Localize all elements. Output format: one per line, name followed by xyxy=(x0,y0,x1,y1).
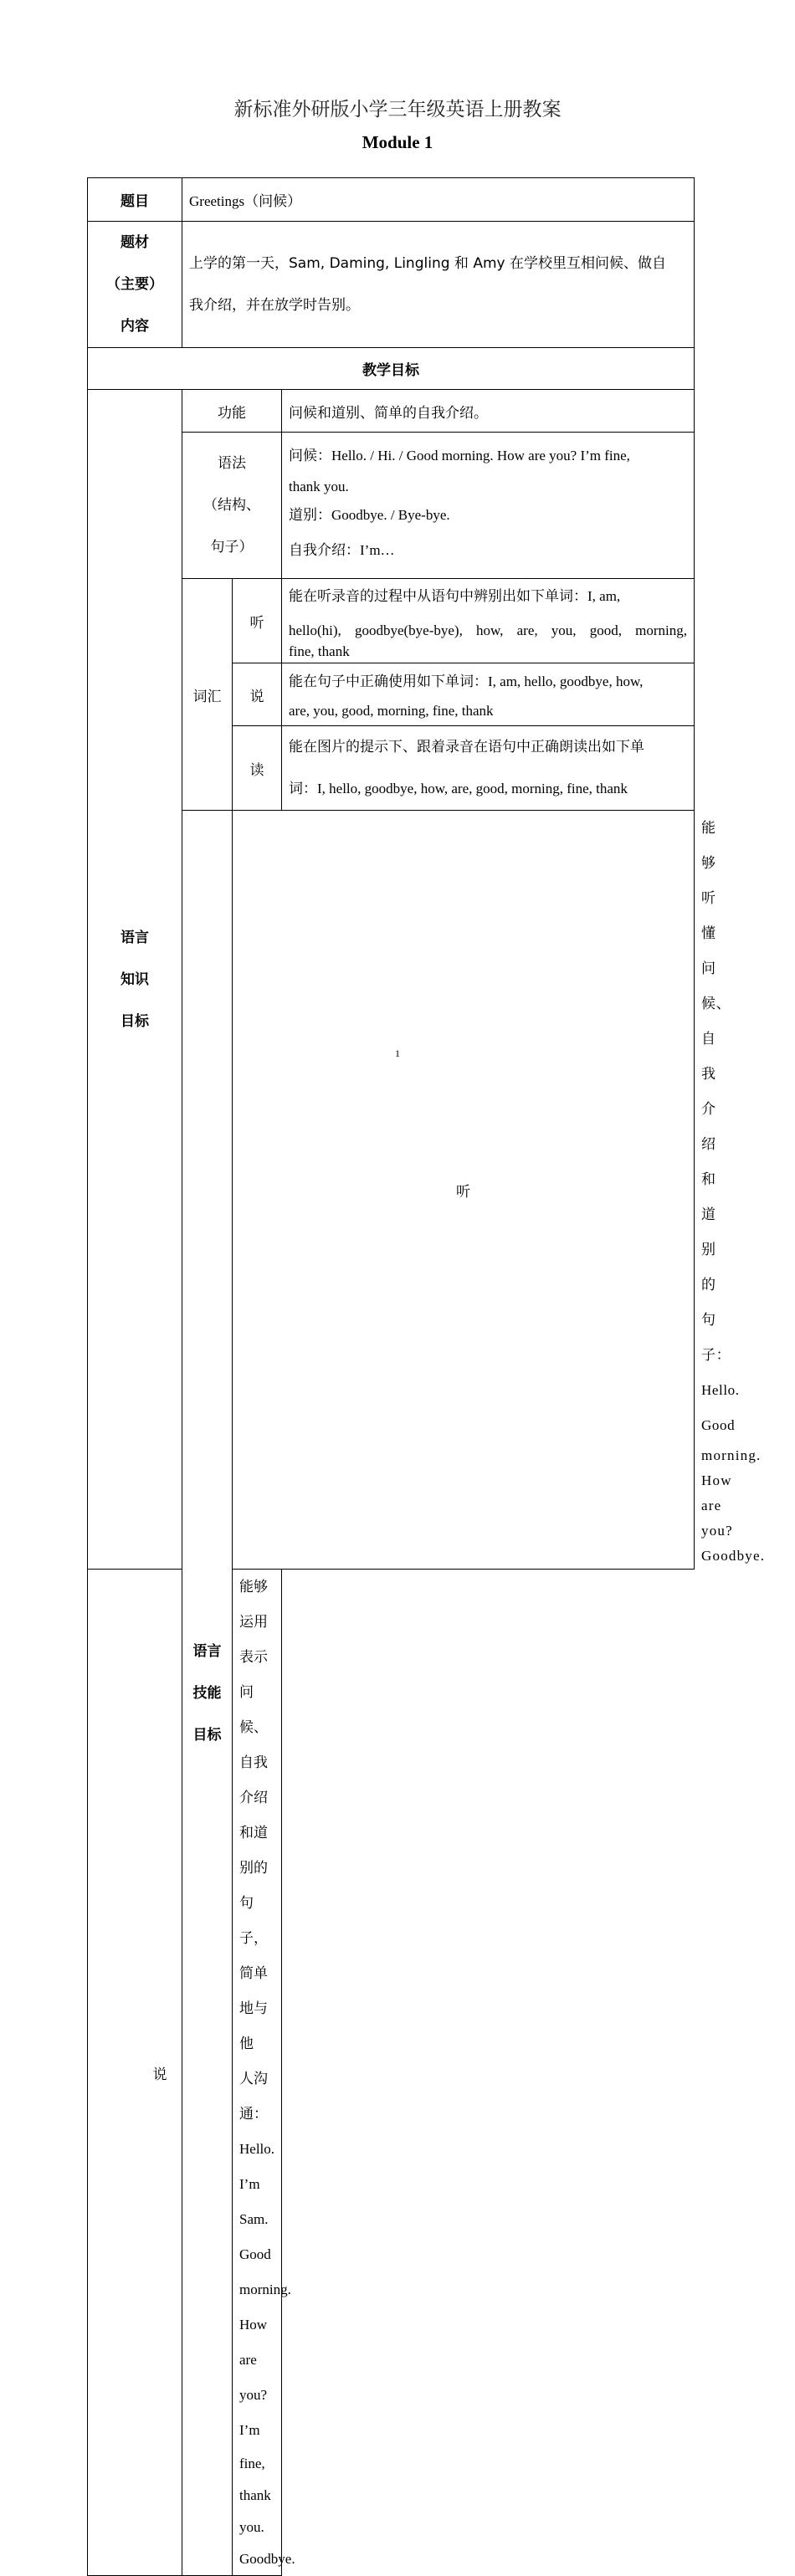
vocab-listen-label: 听 xyxy=(233,579,282,663)
skill-label-line: 目标 xyxy=(192,1726,222,1744)
speak-line: 能在句子中正确使用如下单词：I, am, hello, goodbye, how, xyxy=(289,673,644,689)
listen-line: fine, thank xyxy=(289,643,350,659)
module-subtitle: Module 1 xyxy=(362,132,433,152)
grammar-line: thank you. xyxy=(289,479,349,494)
function-value: 问候和道别、简单的自我介绍。 xyxy=(282,390,695,433)
skill-speak-label: 说 xyxy=(88,1570,233,2576)
content-label-line: 内容 xyxy=(121,318,149,335)
goals-header: 教学目标 xyxy=(88,348,695,390)
topic-label: 题目 xyxy=(88,178,182,222)
content-value xyxy=(182,222,695,348)
grammar-label xyxy=(182,433,282,579)
grammar-label-line: 句子） xyxy=(210,539,254,556)
vocab-listen-value xyxy=(282,579,695,663)
vocab-speak-label: 说 xyxy=(233,663,282,726)
listen-line: hello(hi), goodbye(bye-bye), how, are, you, good, morning, xyxy=(289,622,688,638)
goals-header-row xyxy=(88,348,695,390)
skill-listen-row: 语言 技能 目标 听 能够听懂问候、自我介绍和道别的句子：Hello. Good morning. How are you? Goodbye. xyxy=(88,811,695,1570)
lesson-plan-table xyxy=(87,177,766,2576)
content-value-line: 上学的第一天，Sam, Daming, Lingling 和 Amy 在学校里互相问候、做自 xyxy=(189,255,666,272)
content-value-line: 我介绍，并在放学时告别。 xyxy=(189,297,360,314)
lang-knowledge-line: 知识 xyxy=(121,970,149,988)
skill-speak-row xyxy=(88,1570,695,2576)
grammar-line: 问候：Hello. / Hi. / Good morning. How are you? I’m fine, xyxy=(289,448,630,463)
language-knowledge-label xyxy=(88,390,182,1570)
skill-speak-line: 人沟通：Hello. I’m Sam. Good morning. How are you? I’m xyxy=(239,2071,291,2438)
content-row xyxy=(88,222,695,348)
skill-speak-line: 能够运用表示问候、自我介绍和道别的句子，简单地与他 xyxy=(239,1579,268,2052)
vocab-read-value xyxy=(282,726,695,811)
vocab-speak-value xyxy=(282,663,695,726)
content-label-line: （主要） xyxy=(106,276,163,293)
grammar-label-line: （结构、 xyxy=(203,497,260,514)
page-number: 1 xyxy=(395,1047,400,1059)
read-line: 能在图片的提示下、跟着录音在语句中正确朗读出如下单 xyxy=(289,739,644,755)
skill-label-line: 语言 xyxy=(192,1642,222,1660)
lang-knowledge-line: 目标 xyxy=(121,1012,149,1030)
grammar-value xyxy=(282,433,695,579)
speak-line: are, you, good, morning, fine, thank xyxy=(289,703,494,719)
skill-speak-value xyxy=(233,1570,295,2576)
grammar-line: 自我介绍：I’m… xyxy=(289,542,395,558)
lang-knowledge-line: 语言 xyxy=(121,929,149,946)
skill-listen-label: 听 xyxy=(233,811,695,1570)
document-title: 新标准外研版小学三年级英语上册教案 xyxy=(233,99,562,120)
function-label: 功能 xyxy=(182,390,282,433)
topic-row xyxy=(88,178,695,222)
read-line: 词：I, hello, goodbye, how, are, good, morning, fine, thank xyxy=(289,781,628,796)
content-label-line: 题材 xyxy=(121,234,149,251)
skill-speak-line: fine, thank you. Goodbye. xyxy=(239,2456,295,2567)
vocab-label: 词汇 xyxy=(182,579,233,811)
vocab-read-label: 读 xyxy=(233,726,282,811)
function-row xyxy=(88,390,695,433)
content-label xyxy=(88,222,182,348)
topic-value: Greetings（问候） xyxy=(182,178,695,222)
grammar-line: 道别：Goodbye. / Bye-bye. xyxy=(289,507,450,523)
grammar-label-line: 语法 xyxy=(218,455,246,472)
listen-line: 能在听录音的过程中从语句中辨别出如下单词：I, am, xyxy=(289,588,621,604)
skill-label-line: 技能 xyxy=(192,1684,222,1702)
